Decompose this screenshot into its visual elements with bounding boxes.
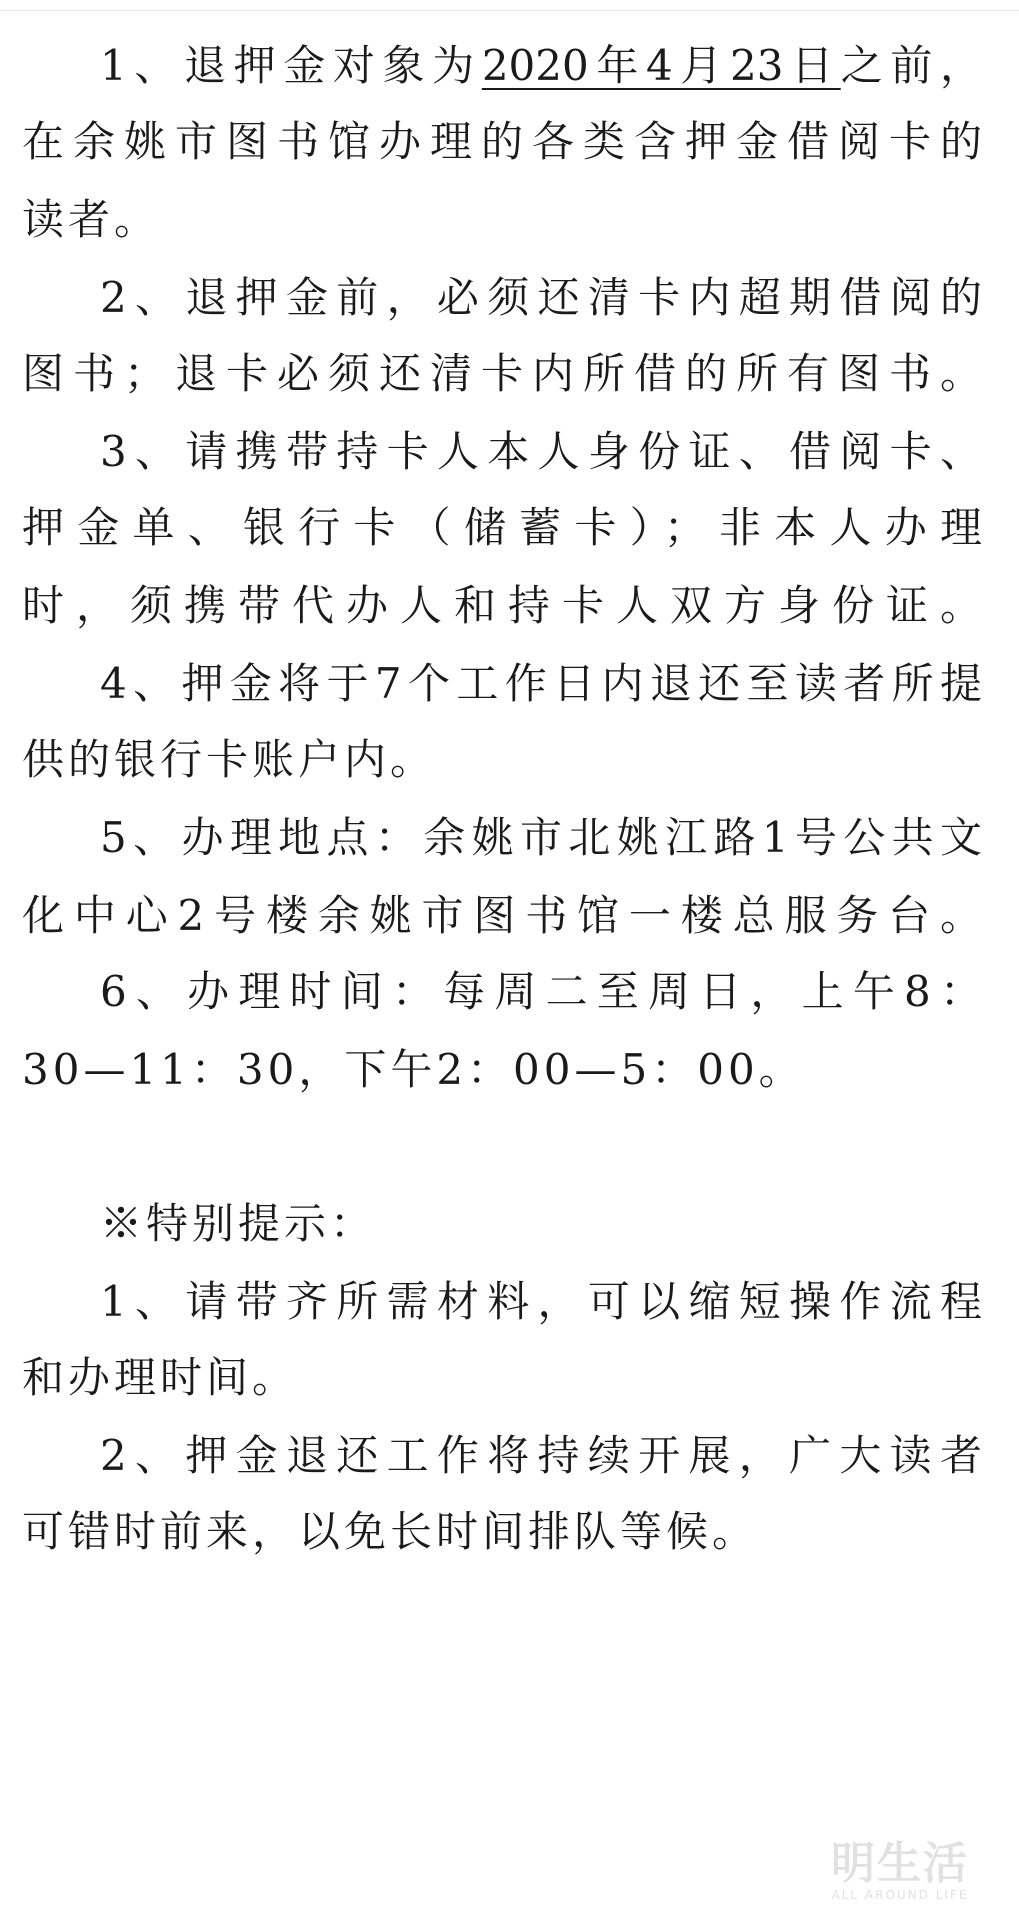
item-1-line-1: 1、退押金对象为2020年4月23日之前，: [100, 41, 982, 90]
deadline-date: 2020年4月23日: [481, 41, 841, 90]
item-1-line-2: 在余姚市图书馆办理的各类含押金借阅卡的: [22, 117, 982, 166]
watermark-logo-text: 明生活: [831, 1838, 969, 1889]
item-4-line-2: 供的银行卡账户内。: [22, 735, 437, 784]
item-6-line-1: 6、办理时间：每周二至周日，上午8：: [100, 967, 982, 1016]
special-item-2-line-2: 可错时前来，以免长时间排队等候。: [22, 1507, 759, 1556]
watermark-subtitle: ALL AROUND LIFE: [831, 1888, 969, 1902]
item-3-line-1: 3、请携带持卡人本人身份证、借阅卡、: [100, 427, 982, 476]
special-item-2-line-1: 2、押金退还工作将持续开展，广大读者: [100, 1431, 982, 1480]
special-notice-heading: ※特别提示：: [100, 1199, 377, 1248]
item-5-line-2: 化中心2号楼余姚市图书馆一楼总服务台。: [22, 891, 982, 940]
special-item-1-line-1: 1、请带齐所需材料，可以缩短操作流程: [100, 1277, 982, 1326]
item-2-line-1: 2、退押金前，必须还清卡内超期借阅的: [100, 273, 982, 322]
item-3-line-2: 押金单、银行卡（储蓄卡）；非本人办理: [22, 503, 982, 552]
item-3-line-3: 时，须携带代办人和持卡人双方身份证。: [22, 581, 982, 630]
item-6-line-2: 30—11：30，下午2：00—5：00。: [22, 1045, 805, 1094]
item-2-line-2: 图书；退卡必须还清卡内所借的所有图书。: [22, 349, 982, 398]
watermark-logo: [805, 1840, 995, 1902]
item-4-line-1: 4、押金将于7个工作日内退还至读者所提: [100, 659, 982, 708]
item-5-line-1: 5、办理地点：余姚市北姚江路1号公共文: [100, 813, 982, 862]
special-item-1-line-2: 和办理时间。: [22, 1353, 299, 1402]
top-divider: [0, 10, 1019, 11]
item-1-line-3: 读者。: [22, 195, 161, 244]
